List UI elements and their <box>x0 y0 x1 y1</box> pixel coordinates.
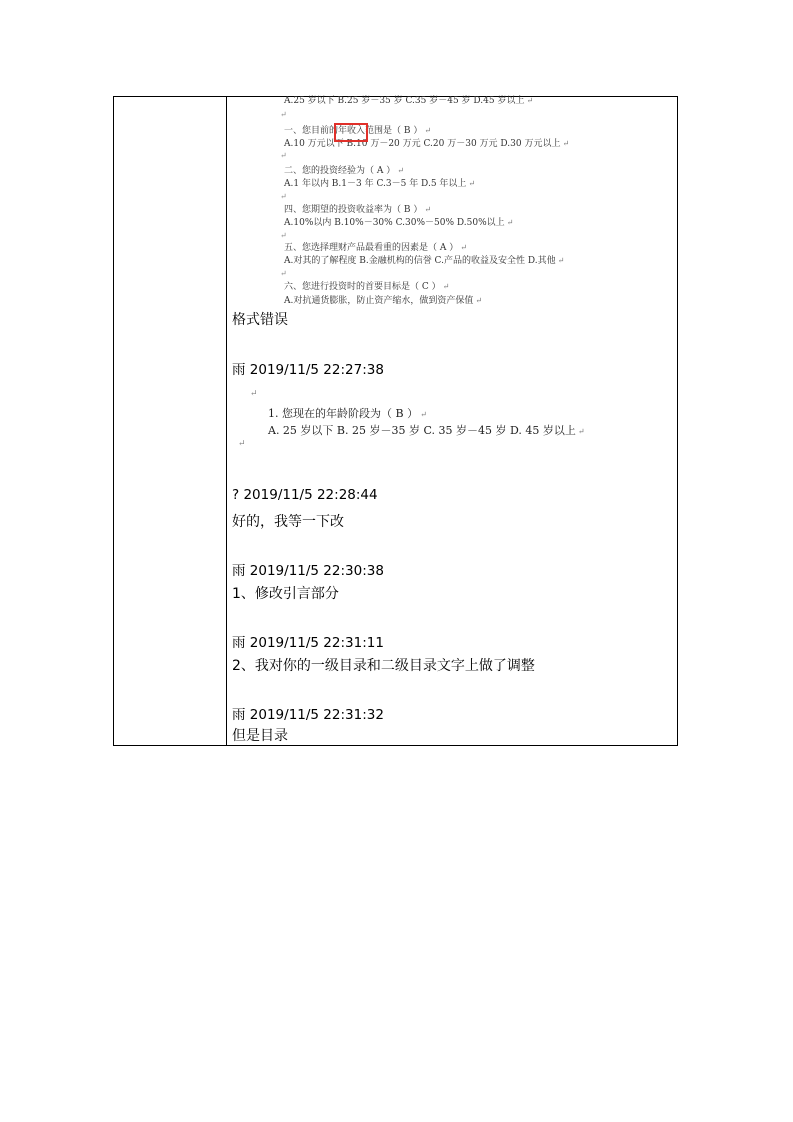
survey-line: A.10 万元以下 B.10 万－20 万元 C.20 万－30 万元 D.30 万元以上 ↵ <box>284 139 570 149</box>
message-text: 但是目录 <box>232 728 288 744</box>
message-header: 雨 2019/11/5 22:30:38 <box>232 563 384 579</box>
message-text: 好的，我等一下改 <box>232 514 344 530</box>
question-line: 1. 您现在的年龄阶段为（ B ） ↵ <box>268 407 427 420</box>
survey-line: A.对其的了解程度 B.金融机构的信誉 C.产品的收益及安全性 D.其他 ↵ <box>284 256 565 266</box>
column-divider <box>226 97 227 745</box>
embedded-question-screenshot <box>232 387 632 457</box>
survey-line: 一、您目前的年收入范围是（ B ） ↵ <box>284 126 432 136</box>
chat-log-table <box>113 96 678 746</box>
message-text: 格式错误 <box>232 312 288 328</box>
message-header: 雨 2019/11/5 22:31:11 <box>232 635 384 651</box>
survey-line: A.1 年以内 B.1－3 年 C.3－5 年 D.5 年以上 ↵ <box>284 179 476 189</box>
survey-line: A.10%以内 B.10%－30% C.30%－50% D.50%以上 ↵ <box>284 218 514 228</box>
paragraph-mark: ↵ <box>280 231 287 240</box>
message-text: 2、我对你的一级目录和二级目录文字上做了调整 <box>232 658 535 674</box>
paragraph-mark: ↵ <box>238 439 246 449</box>
paragraph-mark: ↵ <box>280 269 287 278</box>
survey-line: 六、您进行投资时的首要目标是（ C ） ↵ <box>284 282 450 292</box>
survey-line: A.对抗通货膨胀，防止资产缩水，做到资产保值 ↵ <box>284 296 483 306</box>
message-text: 1、修改引言部分 <box>232 586 339 602</box>
message-header: 雨 2019/11/5 22:27:38 <box>232 362 384 378</box>
survey-line: 五、您选择理财产品最看重的因素是（ A ） ↵ <box>284 243 467 253</box>
message-header: ? 2019/11/5 22:28:44 <box>232 487 378 503</box>
survey-line: 二、您的投资经验为（ A ） ↵ <box>284 166 404 176</box>
message-cell <box>232 97 673 745</box>
paragraph-mark: ↵ <box>280 110 287 119</box>
answer-line: A. 25 岁以下 B. 25 岁－35 岁 C. 35 岁－45 岁 D. 45 岁以上 ↵ <box>268 424 585 437</box>
embedded-survey-screenshot <box>282 97 622 305</box>
paragraph-mark: ↵ <box>280 151 287 160</box>
survey-line: A.25 岁以下 B.25 岁－35 岁 C.35 岁－45 岁 D.45 岁以上 ↵ <box>284 96 534 106</box>
paragraph-mark: ↵ <box>280 192 287 201</box>
paragraph-mark: ↵ <box>250 389 258 399</box>
survey-line: 四、您期望的投资收益率为（ B ） ↵ <box>284 205 432 215</box>
message-header: 雨 2019/11/5 22:31:32 <box>232 707 384 723</box>
highlight-box <box>334 123 368 142</box>
